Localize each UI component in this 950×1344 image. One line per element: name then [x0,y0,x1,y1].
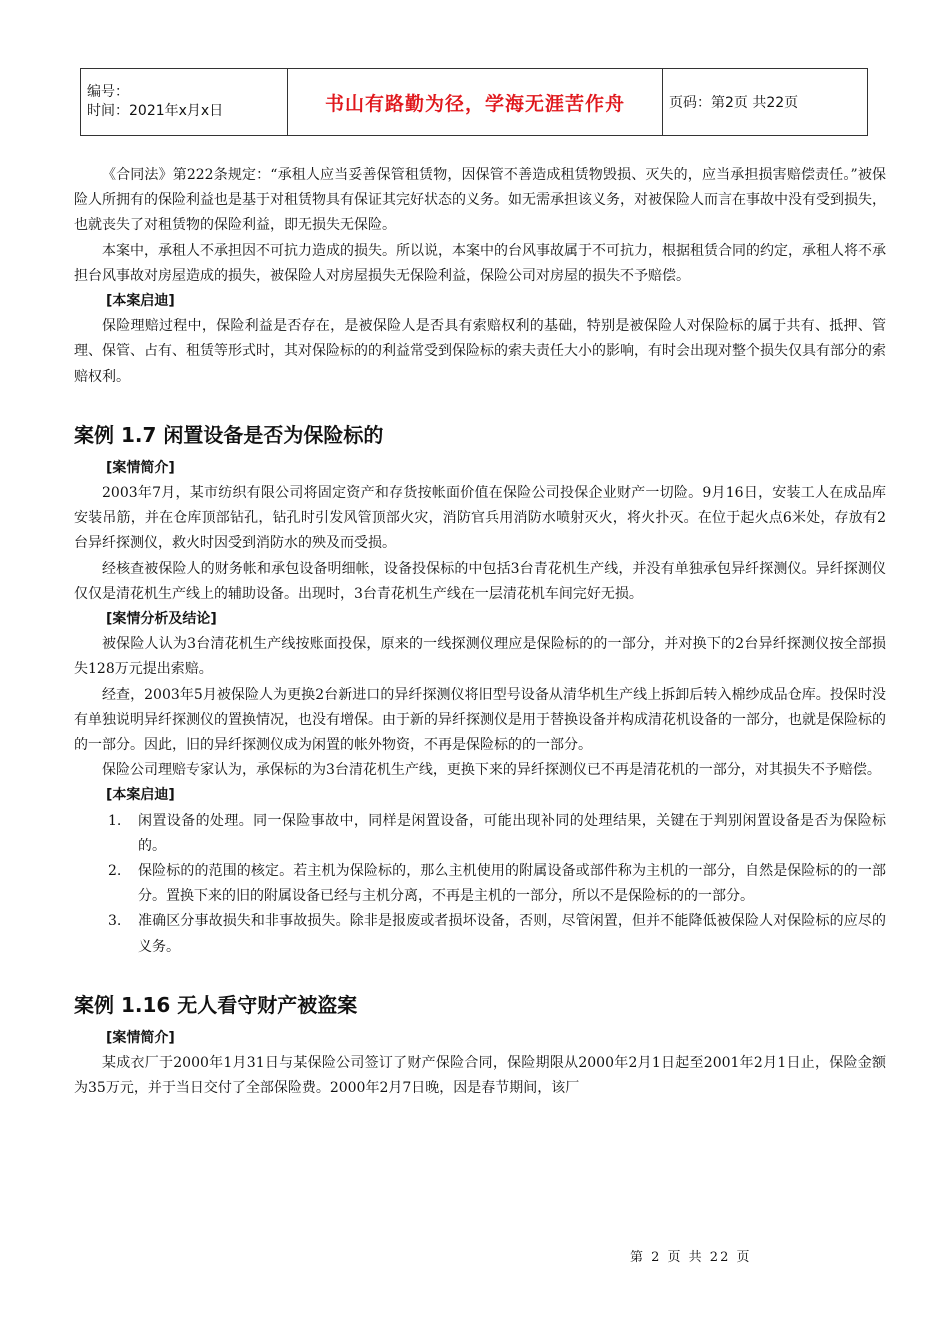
list-item-text: 保险标的的范围的核定。若主机为保险标的，那么主机使用的附属设备或部件称为主机的一部分，自然是保险标的的一部分。置换下来的旧的附属设备已经与主机分离，不再是主机的一部分，所以不是保险标的的一部分。 [138,863,886,905]
intro-insight-heading: [本案启迪] [106,293,175,310]
page-header [80,68,868,136]
list-item-number: 2. [108,863,122,880]
case-1-16-title: 案例 1.16 无人看守财产被盗案 [74,992,358,1017]
case-1-7-analysis-heading: [案情分析及结论] [106,611,217,628]
list-item [74,909,886,959]
page-footer: 第 2 页 共 22 页 [630,1250,752,1265]
case-1-7-analysis-paragraph-2: 经查，2003年5月被保险人为更换2台新进口的异纤探测仪将旧型号设备从清华机生产线上拆卸后转入棉纱成品仓库。投保时没有单独说明异纤探测仪的置换情况，也没有增保。由于新的异纤探测仪是用于替换设备并构成清花机设备的一部分，也就是保险标的的一部分。因此，旧的异纤探测仪成为闲置的帐外物资，不再是保险标的的一部分。 [74,686,886,754]
document-body [74,163,886,1102]
list-item-text: 闲置设备的处理。同一保险事故中，同样是闲置设备，可能出现补同的处理结果，关键在于判别闲置设备是否为保险标的。 [138,812,886,854]
case-1-16-brief-paragraph: 某成衣厂于2000年1月31日与某保险公司签订了财产保险合同，保险期限从2000年2月1日起至2001年2月1日止，保险金额为35万元，并于当日交付了全部保险费。2000年2月7日晚，因是春节期间，该厂 [74,1055,886,1097]
list-item [74,859,886,909]
list-item-number: 1. [108,812,122,829]
list-item [74,809,886,859]
document-time-label: 时间：2021年x月x日 [87,103,224,119]
list-item-text: 准确区分事故损失和非事故损失。除非是报废或者损坏设备，否则，尽管闲置，但并不能降低被保险人对保险标的应尽的义务。 [138,913,886,955]
case-1-7-title: 案例 1.7 闲置设备是否为保险标的 [74,422,384,447]
case-1-7-analysis-paragraph-3: 保险公司理赔专家认为，承保标的为3台清花机生产线，更换下来的异纤探测仪已不再是清花机的一部分，对其损失不予赔偿。 [102,762,881,779]
case-1-7-insight-list [74,809,886,960]
document-number-label: 编号： [87,84,129,100]
intro-paragraph-2: 本案中，承租人不承担因不可抗力造成的损失。所以说，本案中的台风事故属于不可抗力，根据租赁合同的约定，承租人将不承担台风事故对房屋造成的损失，被保险人对房屋损失无保险利益，保险公司对房屋的损失不予赔偿。 [74,242,886,284]
intro-insight-paragraph: 保险理赔过程中，保险利益是否存在，是被保险人是否具有索赔权利的基础，特别是被保险人对保险标的属于共有、抵押、管理、保管、占有、租赁等形式时，其对保险标的的利益常受到保险标的索夫责任大小的影响，有时会出现对整个损失仅具有部分的索赔权利。 [74,318,886,385]
case-1-7-insight-heading: [本案启迪] [106,787,175,804]
case-1-7-analysis-paragraph-1: 被保险人认为3台清花机生产线按账面投保，原来的一线探测仪理应是保险标的的一部分，并对换下的2台异纤探测仪按全部损失128万元提出索赔。 [74,636,886,678]
case-1-7-brief-heading: [案情简介] [106,459,175,476]
list-item-number: 3. [108,913,122,930]
case-1-7-brief-paragraph-1: 2003年7月，某市纺织有限公司将固定资产和存货按帐面价值在保险公司投保企业财产一切险。9月16日，安装工人在成品库安装吊筋，并在仓库顶部钻孔，钻孔时引发风管顶部火灾，消防官兵用消防水喷射灭火，将火扑灭。在位于起火点6米处，存放有2台异纤探测仪，救火时因受到消防水的殃及而受损。 [74,485,886,552]
case-1-7-brief-paragraph-2: 经核查被保险人的财务帐和承包设备明细帐，设备投保标的中包括3台青花机生产线，并没有单独承包异纤探测仪。异纤探测仪仅仅是清花机生产线上的辅助设备。出现时，3台青花机生产线在一层清花机车间完好无损。 [74,560,886,602]
header-motto: 书山有路勤为径，学海无涯苦作舟 [288,69,663,136]
header-page-label: 页码：第2页 共22页 [663,69,868,136]
intro-paragraph-1: 《合同法》第222条规定：“承租人应当妥善保管租赁物，因保管不善造成租赁物毁损、灭失的，应当承担损害赔偿责任。”被保险人所拥有的保险利益也是基于对租赁物具有保证其完好状态的义务。如无需承担该义务，对被保险人而言在事故中没有受到损失，也就丧失了对租赁物的保险利益，即无损失无保险。 [74,167,886,234]
case-1-16-brief-heading: [案情简介] [106,1029,175,1046]
header-info-cell [81,69,288,136]
